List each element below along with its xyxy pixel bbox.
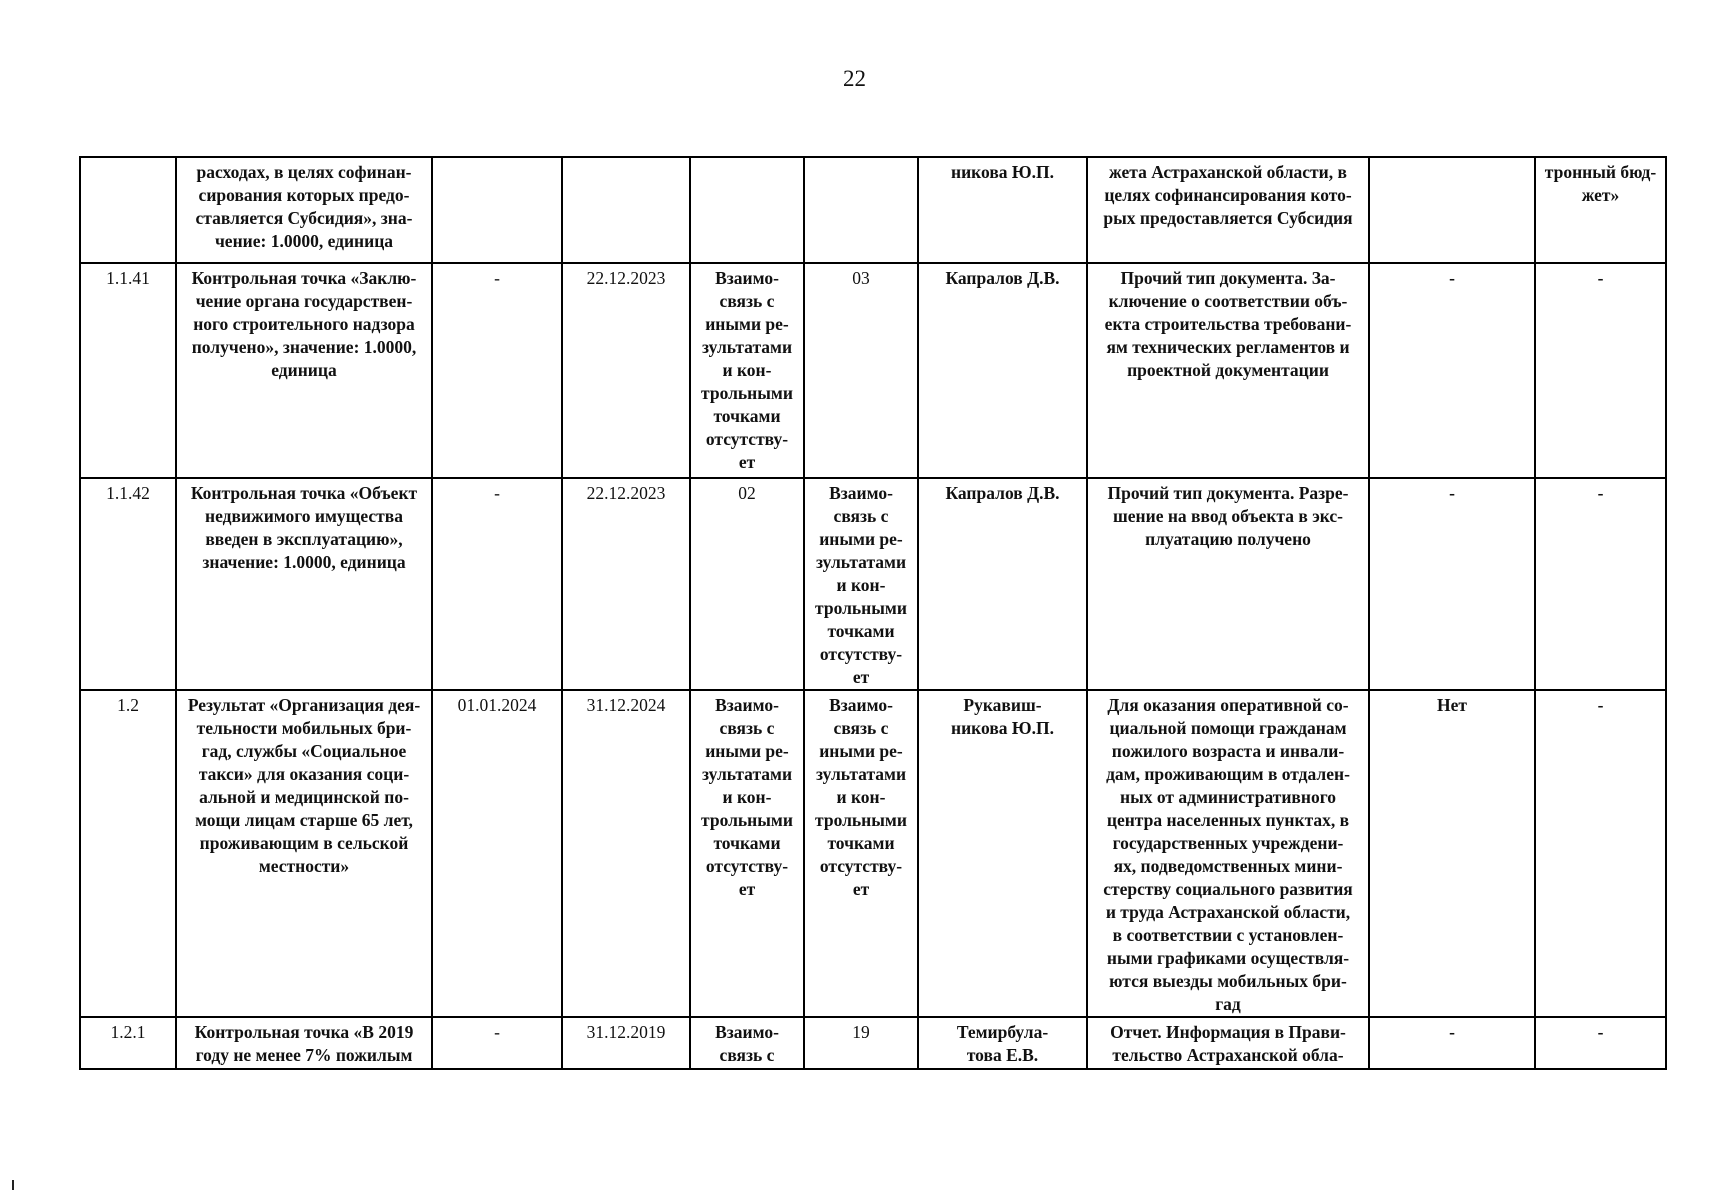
cell-name: Результат «Организация дея- тельности мобильных бри- гад, службы «Социальное такси» для оказания соци- альной и медицинской по- мощи лицам старше 65 лет, проживающим в сельской местности»	[176, 690, 432, 1017]
cell-successor	[804, 157, 918, 263]
cell-responsible: Рукавиш- никова Ю.П.	[918, 690, 1087, 1017]
cell-predecessor: Взаимо- связь с	[690, 1017, 804, 1069]
cell-predecessor: Взаимо- связь с иными ре- зультатами и кон- трольными точками отсутству- ет	[690, 690, 804, 1017]
cell-col10: тронный бюд- жет»	[1535, 157, 1666, 263]
control-points-table	[79, 156, 1667, 1070]
table-row	[80, 478, 1666, 690]
cell-end-date: 31.12.2019	[562, 1017, 690, 1069]
cell-col9	[1369, 157, 1535, 263]
cell-document: жета Астраханской области, в целях софинансирования кото- рых предоставляется Субсидия	[1087, 157, 1369, 263]
cell-number	[80, 157, 176, 263]
cell-responsible: Темирбула- това Е.В.	[918, 1017, 1087, 1069]
cell-col10: -	[1535, 263, 1666, 478]
cell-responsible: Капралов Д.В.	[918, 478, 1087, 690]
cell-document: Прочий тип документа. Разре- шение на ввод объекта в экс- плуатацию получено	[1087, 478, 1369, 690]
cell-number: 1.1.42	[80, 478, 176, 690]
cell-end-date: 31.12.2024	[562, 690, 690, 1017]
cell-predecessor	[690, 157, 804, 263]
cell-name: расходах, в целях софинан- сирования которых предо- ставляется Субсидия», зна- чение: 1.0000, единица	[176, 157, 432, 263]
page-number: 22	[843, 66, 866, 91]
cell-document: Прочий тип документа. За- ключение о соответствии объ- екта строительства требовани- ям технических регламентов и проектной документации	[1087, 263, 1369, 478]
cell-document: Отчет. Информация в Прави- тельство Астраханской обла-	[1087, 1017, 1369, 1069]
cell-col9: -	[1369, 1017, 1535, 1069]
cell-number: 1.2.1	[80, 1017, 176, 1069]
cell-end-date	[562, 157, 690, 263]
cell-col9: -	[1369, 478, 1535, 690]
cell-col9: Нет	[1369, 690, 1535, 1017]
cell-predecessor: 02	[690, 478, 804, 690]
cell-responsible: Капралов Д.В.	[918, 263, 1087, 478]
table-row	[80, 1017, 1666, 1069]
cell-start-date	[432, 157, 562, 263]
table-row	[80, 690, 1666, 1017]
cell-end-date: 22.12.2023	[562, 263, 690, 478]
cell-name: Контрольная точка «Заклю- чение органа государствен- ного строительного надзора получено», значение: 1.0000, единица	[176, 263, 432, 478]
cell-successor: Взаимо- связь с иными ре- зультатами и кон- трольными точками отсутству- ет	[804, 690, 918, 1017]
cell-number: 1.1.41	[80, 263, 176, 478]
cell-start-date: 01.01.2024	[432, 690, 562, 1017]
cell-end-date: 22.12.2023	[562, 478, 690, 690]
cell-start-date: -	[432, 1017, 562, 1069]
cell-document: Для оказания оперативной со- циальной помощи гражданам пожилого возраста и инвали- дам, проживающим в отдален- ных от административного центра населенных пунктах, в государственных учреждени- ях, подведомственных мини- стерству социального развития и труда Астраханской области, в соответствии с установлен- ными графиками осуществля- ются выезды мобильных бри- гад	[1087, 690, 1369, 1017]
cell-start-date: -	[432, 478, 562, 690]
cell-predecessor: Взаимо- связь с иными ре- зультатами и кон- трольными точками отсутству- ет	[690, 263, 804, 478]
table-row	[80, 263, 1666, 478]
cell-col9: -	[1369, 263, 1535, 478]
table-row	[80, 157, 1666, 263]
cell-start-date: -	[432, 263, 562, 478]
scan-margin-mark	[12, 1180, 14, 1190]
cell-successor: 03	[804, 263, 918, 478]
cell-successor: 19	[804, 1017, 918, 1069]
cell-name: Контрольная точка «Объект недвижимого имущества введен в эксплуатацию», значение: 1.0000, единица	[176, 478, 432, 690]
cell-col10: -	[1535, 1017, 1666, 1069]
cell-name: Контрольная точка «В 2019 году не менее 7% пожилым	[176, 1017, 432, 1069]
cell-responsible: никова Ю.П.	[918, 157, 1087, 263]
cell-col10: -	[1535, 690, 1666, 1017]
cell-successor: Взаимо- связь с иными ре- зультатами и кон- трольными точками отсутству- ет	[804, 478, 918, 690]
cell-col10: -	[1535, 478, 1666, 690]
cell-number: 1.2	[80, 690, 176, 1017]
